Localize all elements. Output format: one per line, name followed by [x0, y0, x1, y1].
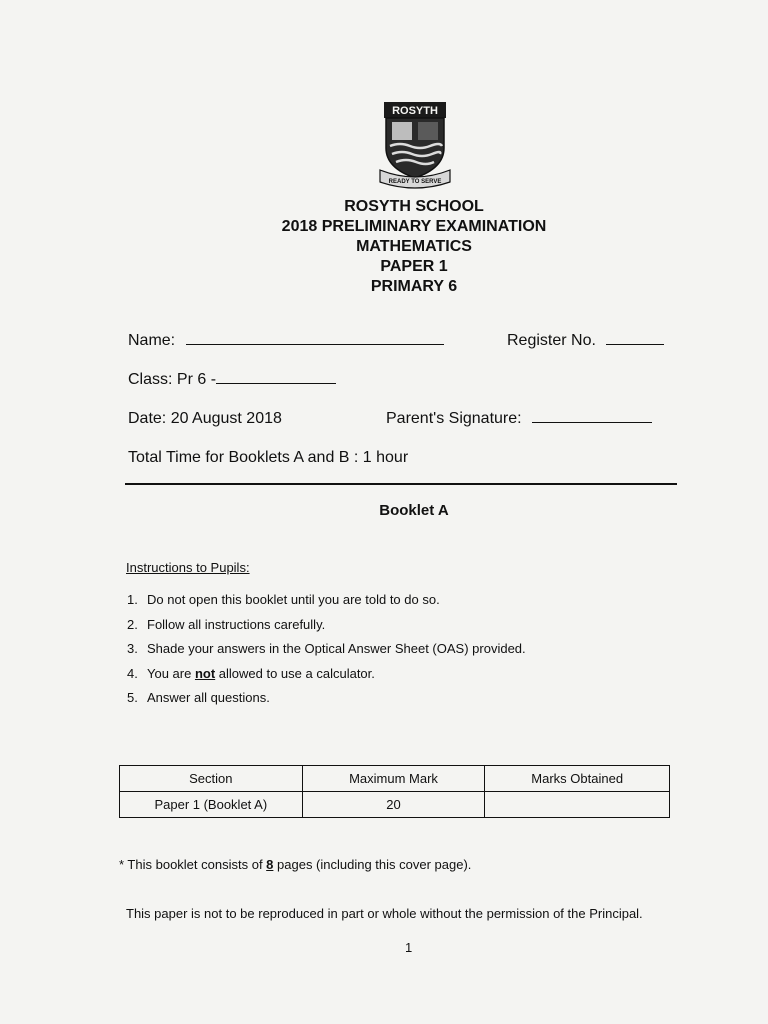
title-block: [0, 197, 768, 297]
name-line[interactable]: [186, 344, 444, 345]
pages-note-pre: * This booklet consists of: [119, 857, 267, 872]
instruction-text-post: allowed to use a calculator.: [215, 665, 375, 681]
instruction-item: [127, 666, 526, 691]
register-line[interactable]: [606, 344, 664, 345]
signature-line[interactable]: [532, 422, 652, 423]
instruction-emphasis: not: [194, 665, 216, 681]
instruction-text-pre: You are: [147, 665, 195, 681]
header-divider: [125, 483, 677, 485]
instruction-text: Answer all questions.: [147, 690, 270, 705]
instruction-text: Follow all instructions carefully.: [147, 616, 326, 632]
date-field: [128, 410, 282, 428]
booklet-title: [0, 502, 768, 519]
paper-title: PAPER 1: [380, 258, 448, 275]
cell-section: Paper 1 (Booklet A): [120, 792, 303, 818]
instruction-text: Do not open this booklet until you are told to do so.: [147, 592, 440, 607]
instruction-text: Shade your answers in the Optical Answer Sheet (OAS) provided.: [147, 641, 526, 656]
cell-marks-obtained[interactable]: [485, 792, 670, 818]
header-section: Section: [120, 766, 303, 792]
instruction-item: [127, 592, 526, 617]
signature-label: Parent's Signature:: [386, 410, 522, 427]
date-label: Date: 20 August 2018: [128, 410, 282, 427]
table-header-row: [120, 766, 670, 792]
name-label: Name:: [128, 332, 176, 349]
crest-motto: READY TO SERVE: [388, 179, 442, 185]
cell-maximum-mark: 20: [302, 792, 485, 818]
class-line[interactable]: [216, 383, 336, 384]
header-maximum-mark: Maximum Mark: [302, 766, 485, 792]
crest-top-text: ROSYTH: [392, 105, 438, 117]
subject-title: MATHEMATICS: [356, 238, 472, 255]
pages-note-post: pages (including this cover page).: [273, 857, 472, 872]
instruction-number: 4.: [127, 665, 138, 681]
class-field: [128, 371, 336, 389]
instruction-number: 2.: [127, 616, 138, 632]
class-label: Class: Pr 6 -: [128, 371, 217, 388]
signature-field: [386, 410, 652, 428]
instruction-number: 1.: [127, 592, 138, 607]
instructions-list: [127, 592, 526, 715]
instruction-item: [127, 641, 526, 666]
booklet-title-text: Booklet A: [379, 502, 449, 519]
table-row: [120, 792, 670, 818]
register-field: [507, 332, 664, 350]
page-number: 1: [405, 940, 413, 955]
instructions-heading: Instructions to Pupils:: [126, 560, 250, 575]
instruction-item: [127, 690, 526, 715]
exam-title: 2018 PRELIMINARY EXAMINATION: [281, 218, 547, 235]
level-title: PRIMARY 6: [370, 278, 458, 295]
instruction-item: [127, 617, 526, 642]
school-crest-icon: [378, 100, 452, 190]
name-field: [128, 332, 444, 350]
school-name: ROSYTH SCHOOL: [344, 198, 484, 215]
pages-note: [119, 857, 471, 872]
instruction-number: 3.: [127, 641, 138, 656]
instruction-number: 5.: [127, 690, 138, 705]
total-time: Total Time for Booklets A and B : 1 hour: [128, 449, 409, 466]
header-marks-obtained: Marks Obtained: [485, 766, 670, 792]
pages-count: 8: [266, 857, 274, 872]
register-label: Register No.: [507, 332, 596, 349]
marks-table: [119, 765, 670, 818]
copyright-note: This paper is not to be reproduced in part or whole without the permission of the Principal.: [126, 906, 643, 921]
